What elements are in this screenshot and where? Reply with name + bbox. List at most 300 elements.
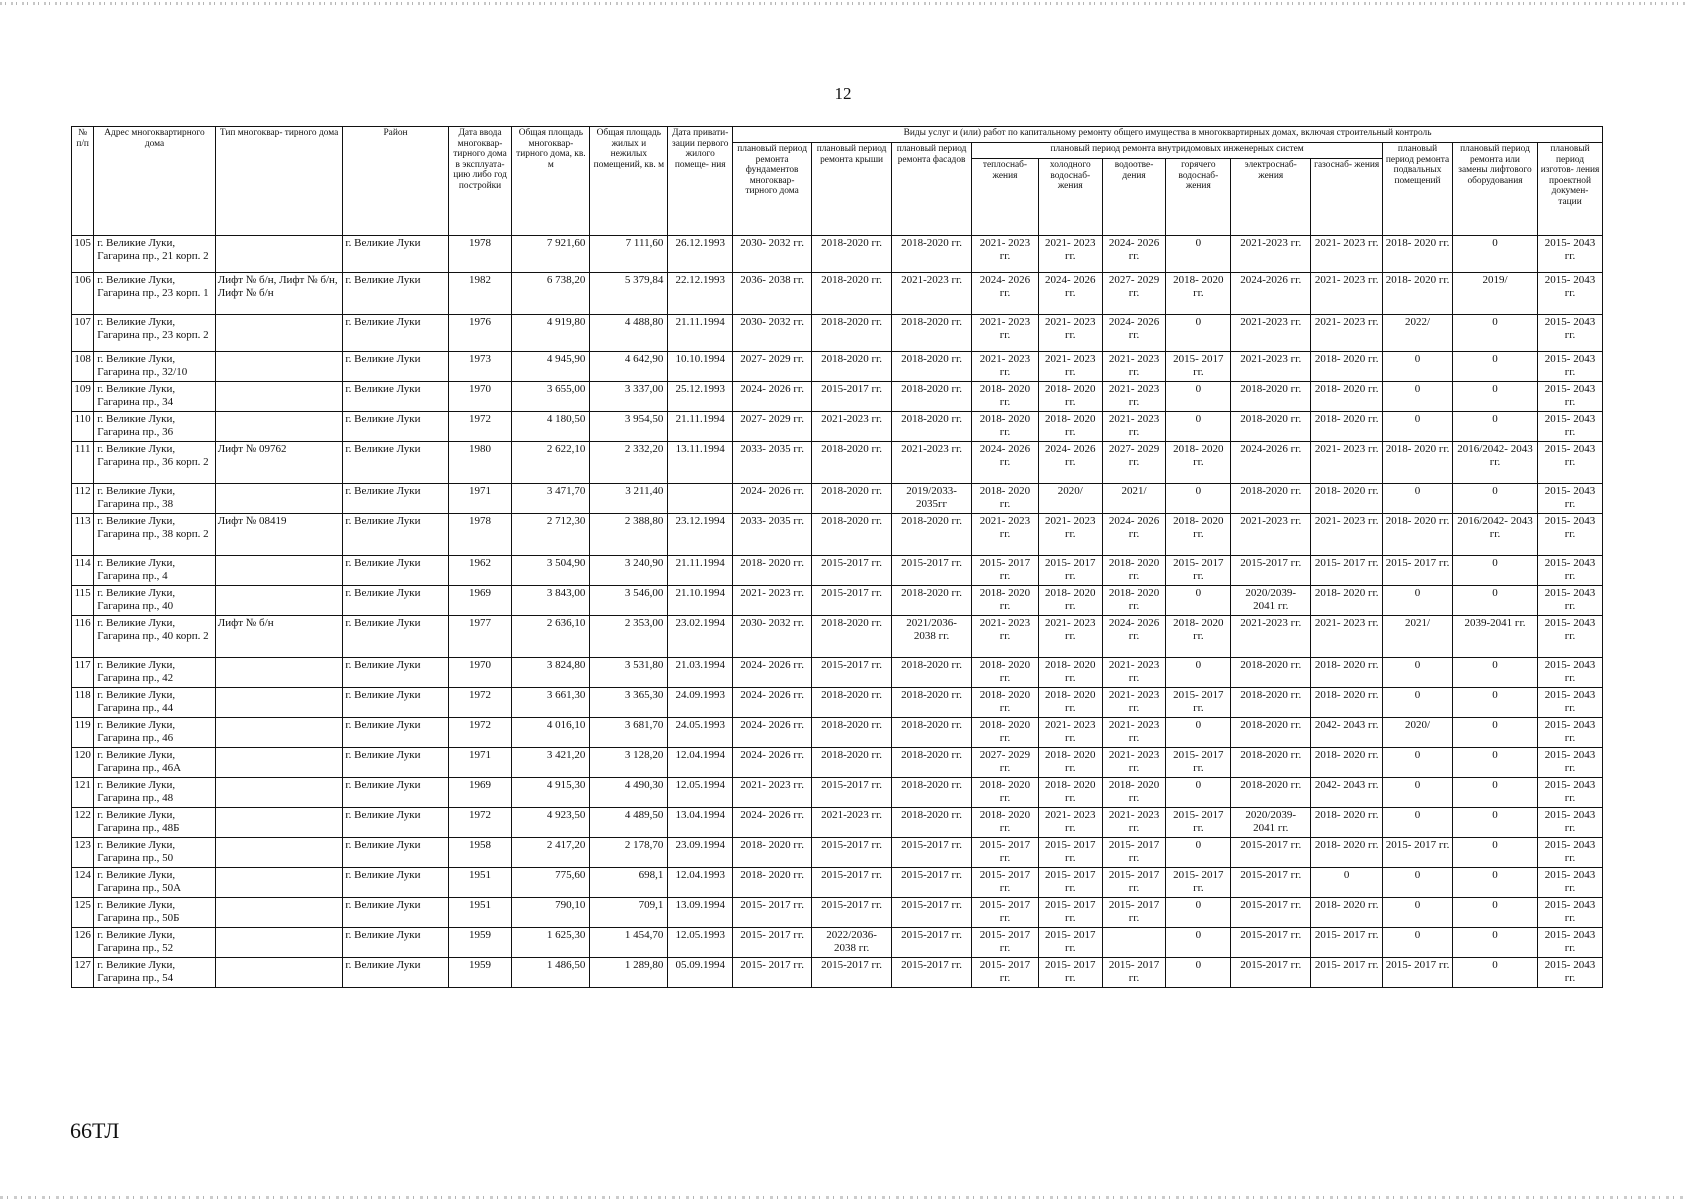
cell-area-premises: 2 353,00	[590, 616, 668, 658]
cell-area-premises: 4 490,30	[590, 778, 668, 808]
cell-district: г. Великие Луки	[343, 838, 448, 868]
cell-electric: 2021-2023 гг.	[1231, 236, 1311, 273]
cell-cold-water: 2015- 2017 гг.	[1038, 898, 1102, 928]
cell-lift: 0	[1452, 586, 1537, 616]
cell-cold-water: 2021- 2023 гг.	[1038, 236, 1102, 273]
header-heat: теплоснаб- жения	[972, 159, 1039, 236]
cell-design-docs: 2015- 2043 гг.	[1538, 315, 1603, 352]
cell-cold-water: 2015- 2017 гг.	[1038, 928, 1102, 958]
cell-design-docs: 2015- 2043 гг.	[1538, 718, 1603, 748]
cell-hot-water: 0	[1166, 838, 1231, 868]
table-row	[72, 928, 1603, 958]
cell-cold-water: 2021- 2023 гг.	[1038, 718, 1102, 748]
cell-gas: 2018- 2020 гг.	[1311, 748, 1383, 778]
cell-privatization: 24.05.1993	[668, 718, 733, 748]
cell-area-premises: 4 642,90	[590, 352, 668, 382]
cell-lift: 0	[1452, 382, 1537, 412]
cell-facade: 2018-2020 гг.	[892, 315, 972, 352]
cell-basement: 2022/	[1383, 315, 1453, 352]
cell-type	[215, 778, 343, 808]
cell-cold-water: 2024- 2026 гг.	[1038, 273, 1102, 315]
cell-gas: 2042- 2043 гг.	[1311, 778, 1383, 808]
cell-cold-water: 2021- 2023 гг.	[1038, 352, 1102, 382]
cell-basement: 2018- 2020 гг.	[1383, 236, 1453, 273]
cell-sewer: 2024- 2026 гг.	[1102, 315, 1166, 352]
table-row	[72, 688, 1603, 718]
cell-area-premises: 2 388,80	[590, 514, 668, 556]
cell-facade: 2015-2017 гг.	[892, 556, 972, 586]
cell-roof: 2015-2017 гг.	[812, 586, 892, 616]
cell-basement: 0	[1383, 658, 1453, 688]
cell-electric: 2021-2023 гг.	[1231, 352, 1311, 382]
cell-privatization: 23.02.1994	[668, 616, 733, 658]
cell-privatization	[668, 484, 733, 514]
cell-district: г. Великие Луки	[343, 315, 448, 352]
cell-sewer: 2018- 2020 гг.	[1102, 586, 1166, 616]
cell-roof: 2018-2020 гг.	[812, 616, 892, 658]
header-hot-water: горячего водоснаб- жения	[1166, 159, 1231, 236]
cell-roof: 2015-2017 гг.	[812, 382, 892, 412]
table-body	[72, 236, 1603, 988]
cell-basement: 2015- 2017 гг.	[1383, 838, 1453, 868]
cell-facade: 2015-2017 гг.	[892, 868, 972, 898]
cell-address: г. Великие Луки, Гагарина пр., 23 корп. 1	[94, 273, 216, 315]
cell-basement: 2018- 2020 гг.	[1383, 273, 1453, 315]
table-row	[72, 484, 1603, 514]
table-row	[72, 958, 1603, 988]
cell-area-premises: 2 332,20	[590, 442, 668, 484]
cell-gas: 2021- 2023 гг.	[1311, 514, 1383, 556]
cell-address: г. Великие Луки, Гагарина пр., 38 корп. 2	[94, 514, 216, 556]
cell-electric: 2015-2017 гг.	[1231, 898, 1311, 928]
cell-cold-water: 2015- 2017 гг.	[1038, 868, 1102, 898]
cell-heat: 2018- 2020 гг.	[972, 484, 1039, 514]
cell-basement: 0	[1383, 868, 1453, 898]
cell-lift: 0	[1452, 838, 1537, 868]
cell-address: г. Великие Луки, Гагарина пр., 48	[94, 778, 216, 808]
cell-facade: 2018-2020 гг.	[892, 808, 972, 838]
cell-design-docs: 2015- 2043 гг.	[1538, 352, 1603, 382]
cell-foundation: 2030- 2032 гг.	[733, 616, 812, 658]
cell-design-docs: 2015- 2043 гг.	[1538, 556, 1603, 586]
cell-cold-water: 2021- 2023 гг.	[1038, 315, 1102, 352]
header-sewer: водоотве- дения	[1102, 159, 1166, 236]
cell-area-total: 4 923,50	[512, 808, 590, 838]
cell-sewer: 2027- 2029 гг.	[1102, 442, 1166, 484]
cell-heat: 2021- 2023 гг.	[972, 514, 1039, 556]
cell-hot-water: 2015- 2017 гг.	[1166, 868, 1231, 898]
cell-privatization: 21.03.1994	[668, 658, 733, 688]
cell-electric: 2015-2017 гг.	[1231, 838, 1311, 868]
cell-area-total: 775,60	[512, 868, 590, 898]
cell-year: 1972	[448, 718, 512, 748]
cell-facade: 2018-2020 гг.	[892, 778, 972, 808]
cell-roof: 2018-2020 гг.	[812, 748, 892, 778]
cell-gas: 2015- 2017 гг.	[1311, 556, 1383, 586]
cell-hot-water: 2015- 2017 гг.	[1166, 808, 1231, 838]
cell-area-total: 4 945,90	[512, 352, 590, 382]
header-design-docs: плановый период изготов- ления проектной докумен- тации	[1538, 143, 1603, 236]
cell-design-docs: 2015- 2043 гг.	[1538, 838, 1603, 868]
cell-year: 1971	[448, 748, 512, 778]
cell-facade: 2018-2020 гг.	[892, 382, 972, 412]
cell-basement: 0	[1383, 898, 1453, 928]
cell-foundation: 2024- 2026 гг.	[733, 688, 812, 718]
cell-facade: 2015-2017 гг.	[892, 838, 972, 868]
cell-heat: 2021- 2023 гг.	[972, 352, 1039, 382]
cell-electric: 2024-2026 гг.	[1231, 273, 1311, 315]
header-area-total: Общая площадь многоквар- тирного дома, кв. м	[512, 127, 590, 236]
cell-design-docs: 2015- 2043 гг.	[1538, 273, 1603, 315]
cell-year: 1969	[448, 586, 512, 616]
table-row	[72, 556, 1603, 586]
cell-cold-water: 2018- 2020 гг.	[1038, 658, 1102, 688]
cell-privatization: 12.05.1993	[668, 928, 733, 958]
cell-privatization: 12.05.1994	[668, 778, 733, 808]
cell-district: г. Великие Луки	[343, 748, 448, 778]
cell-electric: 2024-2026 гг.	[1231, 442, 1311, 484]
table-row	[72, 808, 1603, 838]
cell-district: г. Великие Луки	[343, 658, 448, 688]
cell-hot-water: 0	[1166, 484, 1231, 514]
cell-privatization: 26.12.1993	[668, 236, 733, 273]
cell-district: г. Великие Луки	[343, 273, 448, 315]
cell-cold-water: 2021- 2023 гг.	[1038, 514, 1102, 556]
cell-gas: 2021- 2023 гг.	[1311, 236, 1383, 273]
cell-gas: 2018- 2020 гг.	[1311, 688, 1383, 718]
cell-heat: 2027- 2029 гг.	[972, 748, 1039, 778]
cell-area-total: 2 712,30	[512, 514, 590, 556]
cell-electric: 2018-2020 гг.	[1231, 718, 1311, 748]
cell-electric: 2021-2023 гг.	[1231, 514, 1311, 556]
cell-foundation: 2015- 2017 гг.	[733, 928, 812, 958]
cell-area-total: 3 504,90	[512, 556, 590, 586]
cell-district: г. Великие Луки	[343, 616, 448, 658]
table-row	[72, 352, 1603, 382]
cell-address: г. Великие Луки, Гагарина пр., 46А	[94, 748, 216, 778]
table-row	[72, 236, 1603, 273]
cell-sewer: 2021- 2023 гг.	[1102, 352, 1166, 382]
cell-roof: 2018-2020 гг.	[812, 514, 892, 556]
cell-foundation: 2021- 2023 гг.	[733, 778, 812, 808]
header-type: Тип многоквар- тирного дома	[215, 127, 343, 236]
cell-area-premises: 3 531,80	[590, 658, 668, 688]
cell-address: г. Великие Луки, Гагарина пр., 50А	[94, 868, 216, 898]
cell-type: Лифт № б/н, Лифт № б/н, Лифт № б/н	[215, 273, 343, 315]
cell-heat: 2018- 2020 гг.	[972, 382, 1039, 412]
cell-year: 1978	[448, 236, 512, 273]
header-lift: плановый период ремонта или замены лифтового оборудования	[1452, 143, 1537, 236]
cell-num: 110	[72, 412, 94, 442]
cell-cold-water: 2024- 2026 гг.	[1038, 442, 1102, 484]
cell-foundation: 2027- 2029 гг.	[733, 412, 812, 442]
cell-design-docs: 2015- 2043 гг.	[1538, 688, 1603, 718]
cell-basement: 2021/	[1383, 616, 1453, 658]
cell-facade: 2015-2017 гг.	[892, 898, 972, 928]
cell-heat: 2015- 2017 гг.	[972, 898, 1039, 928]
cell-gas: 2018- 2020 гг.	[1311, 808, 1383, 838]
cell-type	[215, 236, 343, 273]
cell-lift: 0	[1452, 748, 1537, 778]
cell-heat: 2015- 2017 гг.	[972, 868, 1039, 898]
table-row	[72, 778, 1603, 808]
cell-type	[215, 868, 343, 898]
cell-hot-water: 0	[1166, 928, 1231, 958]
cell-design-docs: 2015- 2043 гг.	[1538, 586, 1603, 616]
cell-lift: 0	[1452, 778, 1537, 808]
cell-privatization: 23.12.1994	[668, 514, 733, 556]
cell-hot-water: 0	[1166, 718, 1231, 748]
cell-year: 1970	[448, 382, 512, 412]
cell-num: 109	[72, 382, 94, 412]
cell-address: г. Великие Луки, Гагарина пр., 4	[94, 556, 216, 586]
cell-heat: 2015- 2017 гг.	[972, 958, 1039, 988]
header-basement: плановый период ремонта подвальных помещений	[1383, 143, 1453, 236]
cell-facade: 2021/2036- 2038 гг.	[892, 616, 972, 658]
cell-basement: 0	[1383, 352, 1453, 382]
cell-basement: 0	[1383, 808, 1453, 838]
cell-heat: 2018- 2020 гг.	[972, 778, 1039, 808]
cell-hot-water: 2015- 2017 гг.	[1166, 352, 1231, 382]
cell-electric: 2015-2017 гг.	[1231, 958, 1311, 988]
cell-foundation: 2036- 2038 гг.	[733, 273, 812, 315]
header-roof: плановый период ремонта крыши	[812, 143, 892, 236]
cell-facade: 2015-2017 гг.	[892, 928, 972, 958]
cell-address: г. Великие Луки, Гагарина пр., 38	[94, 484, 216, 514]
cell-electric: 2018-2020 гг.	[1231, 688, 1311, 718]
cell-area-total: 3 421,20	[512, 748, 590, 778]
cell-cold-water: 2015- 2017 гг.	[1038, 838, 1102, 868]
cell-type	[215, 658, 343, 688]
header-foundation: плановый период ремонта фундаментов многоквар- тирного дома	[733, 143, 812, 236]
cell-area-total: 2 622,10	[512, 442, 590, 484]
cell-year: 1970	[448, 658, 512, 688]
table-row	[72, 514, 1603, 556]
cell-gas: 2018- 2020 гг.	[1311, 838, 1383, 868]
cell-type	[215, 718, 343, 748]
cell-basement: 2015- 2017 гг.	[1383, 958, 1453, 988]
cell-area-total: 3 661,30	[512, 688, 590, 718]
cell-gas: 0	[1311, 868, 1383, 898]
cell-district: г. Великие Луки	[343, 442, 448, 484]
cell-num: 113	[72, 514, 94, 556]
cell-design-docs: 2015- 2043 гг.	[1538, 928, 1603, 958]
cell-design-docs: 2015- 2043 гг.	[1538, 658, 1603, 688]
cell-lift: 0	[1452, 556, 1537, 586]
cell-area-total: 3 843,00	[512, 586, 590, 616]
cell-foundation: 2021- 2023 гг.	[733, 586, 812, 616]
cell-hot-water: 2015- 2017 гг.	[1166, 748, 1231, 778]
table-row	[72, 412, 1603, 442]
cell-address: г. Великие Луки, Гагарина пр., 50Б	[94, 898, 216, 928]
cell-area-premises: 3 211,40	[590, 484, 668, 514]
cell-facade: 2019/2033- 2035гг	[892, 484, 972, 514]
cell-roof: 2015-2017 гг.	[812, 838, 892, 868]
cell-gas: 2021- 2023 гг.	[1311, 616, 1383, 658]
cell-year: 1972	[448, 688, 512, 718]
cell-roof: 2018-2020 гг.	[812, 315, 892, 352]
cell-area-premises: 3 240,90	[590, 556, 668, 586]
cell-basement: 0	[1383, 778, 1453, 808]
cell-roof: 2015-2017 гг.	[812, 778, 892, 808]
cell-facade: 2018-2020 гг.	[892, 658, 972, 688]
cell-district: г. Великие Луки	[343, 718, 448, 748]
cell-hot-water: 2015- 2017 гг.	[1166, 556, 1231, 586]
cell-foundation: 2033- 2035 гг.	[733, 442, 812, 484]
cell-roof: 2018-2020 гг.	[812, 718, 892, 748]
cell-lift: 0	[1452, 352, 1537, 382]
cell-area-premises: 709,1	[590, 898, 668, 928]
cell-district: г. Великие Луки	[343, 808, 448, 838]
cell-year: 1982	[448, 273, 512, 315]
cell-sewer: 2021/	[1102, 484, 1166, 514]
cell-privatization: 21.11.1994	[668, 315, 733, 352]
cell-num: 112	[72, 484, 94, 514]
cell-electric: 2021-2023 гг.	[1231, 616, 1311, 658]
cell-year: 1972	[448, 808, 512, 838]
cell-district: г. Великие Луки	[343, 236, 448, 273]
cell-electric: 2018-2020 гг.	[1231, 484, 1311, 514]
cell-electric: 2018-2020 гг.	[1231, 412, 1311, 442]
cell-roof: 2015-2017 гг.	[812, 556, 892, 586]
cell-basement: 0	[1383, 382, 1453, 412]
cell-sewer: 2015- 2017 гг.	[1102, 868, 1166, 898]
cell-area-total: 2 636,10	[512, 616, 590, 658]
cell-area-total: 6 738,20	[512, 273, 590, 315]
cell-area-premises: 7 111,60	[590, 236, 668, 273]
cell-basement: 2018- 2020 гг.	[1383, 442, 1453, 484]
cell-facade: 2018-2020 гг.	[892, 586, 972, 616]
cell-hot-water: 2018- 2020 гг.	[1166, 442, 1231, 484]
cell-address: г. Великие Луки, Гагарина пр., 23 корп. 2	[94, 315, 216, 352]
cell-area-total: 2 417,20	[512, 838, 590, 868]
cell-sewer: 2021- 2023 гг.	[1102, 808, 1166, 838]
cell-basement: 2015- 2017 гг.	[1383, 556, 1453, 586]
table-row	[72, 898, 1603, 928]
cell-roof: 2018-2020 гг.	[812, 688, 892, 718]
cell-sewer: 2024- 2026 гг.	[1102, 616, 1166, 658]
cell-year: 1977	[448, 616, 512, 658]
cell-hot-water: 0	[1166, 412, 1231, 442]
cell-district: г. Великие Луки	[343, 556, 448, 586]
cell-type	[215, 958, 343, 988]
cell-type	[215, 412, 343, 442]
table-row	[72, 616, 1603, 658]
cell-district: г. Великие Луки	[343, 928, 448, 958]
cell-num: 122	[72, 808, 94, 838]
header-district: Район	[343, 127, 448, 236]
cell-type	[215, 352, 343, 382]
cell-gas: 2018- 2020 гг.	[1311, 484, 1383, 514]
repair-schedule-table	[71, 126, 1603, 988]
cell-foundation: 2018- 2020 гг.	[733, 556, 812, 586]
cell-cold-water: 2018- 2020 гг.	[1038, 382, 1102, 412]
cell-roof: 2018-2020 гг.	[812, 352, 892, 382]
cell-heat: 2024- 2026 гг.	[972, 442, 1039, 484]
cell-privatization: 21.10.1994	[668, 586, 733, 616]
cell-area-premises: 1 454,70	[590, 928, 668, 958]
cell-lift: 0	[1452, 808, 1537, 838]
cell-foundation: 2030- 2032 гг.	[733, 315, 812, 352]
cell-basement: 0	[1383, 688, 1453, 718]
cell-type	[215, 688, 343, 718]
cell-privatization: 12.04.1993	[668, 868, 733, 898]
cell-heat: 2018- 2020 гг.	[972, 688, 1039, 718]
cell-roof: 2021-2023 гг.	[812, 808, 892, 838]
cell-facade: 2018-2020 гг.	[892, 688, 972, 718]
cell-design-docs: 2015- 2043 гг.	[1538, 616, 1603, 658]
cell-basement: 0	[1383, 928, 1453, 958]
cell-num: 121	[72, 778, 94, 808]
cell-address: г. Великие Луки, Гагарина пр., 40	[94, 586, 216, 616]
cell-type: Лифт № б/н	[215, 616, 343, 658]
header-commission: Дата ввода многоквар- тирного дома в эксплуата- цию либо год постройки	[448, 127, 512, 236]
cell-lift: 0	[1452, 718, 1537, 748]
cell-electric: 2021-2023 гг.	[1231, 315, 1311, 352]
cell-design-docs: 2015- 2043 гг.	[1538, 778, 1603, 808]
cell-heat: 2018- 2020 гг.	[972, 718, 1039, 748]
cell-num: 119	[72, 718, 94, 748]
cell-hot-water: 2018- 2020 гг.	[1166, 616, 1231, 658]
cell-district: г. Великие Луки	[343, 898, 448, 928]
cell-gas: 2018- 2020 гг.	[1311, 586, 1383, 616]
cell-type: Лифт № 08419	[215, 514, 343, 556]
cell-lift: 0	[1452, 658, 1537, 688]
cell-area-total: 3 471,70	[512, 484, 590, 514]
cell-year: 1958	[448, 838, 512, 868]
cell-sewer: 2021- 2023 гг.	[1102, 748, 1166, 778]
cell-num: 126	[72, 928, 94, 958]
cell-privatization: 21.11.1994	[668, 412, 733, 442]
cell-hot-water: 0	[1166, 382, 1231, 412]
cell-sewer: 2024- 2026 гг.	[1102, 236, 1166, 273]
cell-design-docs: 2015- 2043 гг.	[1538, 808, 1603, 838]
cell-address: г. Великие Луки, Гагарина пр., 46	[94, 718, 216, 748]
cell-privatization: 13.11.1994	[668, 442, 733, 484]
cell-privatization: 23.09.1994	[668, 838, 733, 868]
cell-heat: 2021- 2023 гг.	[972, 236, 1039, 273]
cell-gas: 2015- 2017 гг.	[1311, 958, 1383, 988]
cell-lift: 2016/2042- 2043 гг.	[1452, 514, 1537, 556]
cell-type	[215, 556, 343, 586]
cell-district: г. Великие Луки	[343, 484, 448, 514]
cell-roof: 2022/2036- 2038 гг.	[812, 928, 892, 958]
cell-type	[215, 586, 343, 616]
cell-district: г. Великие Луки	[343, 352, 448, 382]
cell-privatization: 12.04.1994	[668, 748, 733, 778]
cell-design-docs: 2015- 2043 гг.	[1538, 748, 1603, 778]
cell-area-total: 4 915,30	[512, 778, 590, 808]
cell-num: 116	[72, 616, 94, 658]
cell-foundation: 2015- 2017 гг.	[733, 958, 812, 988]
cell-year: 1971	[448, 484, 512, 514]
cell-num: 127	[72, 958, 94, 988]
cell-year: 1959	[448, 928, 512, 958]
cell-area-premises: 3 954,50	[590, 412, 668, 442]
table-row	[72, 658, 1603, 688]
cell-lift: 0	[1452, 236, 1537, 273]
cell-year: 1978	[448, 514, 512, 556]
cell-num: 118	[72, 688, 94, 718]
cell-design-docs: 2015- 2043 гг.	[1538, 236, 1603, 273]
cell-year: 1959	[448, 958, 512, 988]
cell-cold-water: 2018- 2020 гг.	[1038, 688, 1102, 718]
cell-hot-water: 0	[1166, 958, 1231, 988]
cell-area-premises: 698,1	[590, 868, 668, 898]
table-row	[72, 718, 1603, 748]
cell-roof: 2018-2020 гг.	[812, 442, 892, 484]
cell-lift: 0	[1452, 688, 1537, 718]
